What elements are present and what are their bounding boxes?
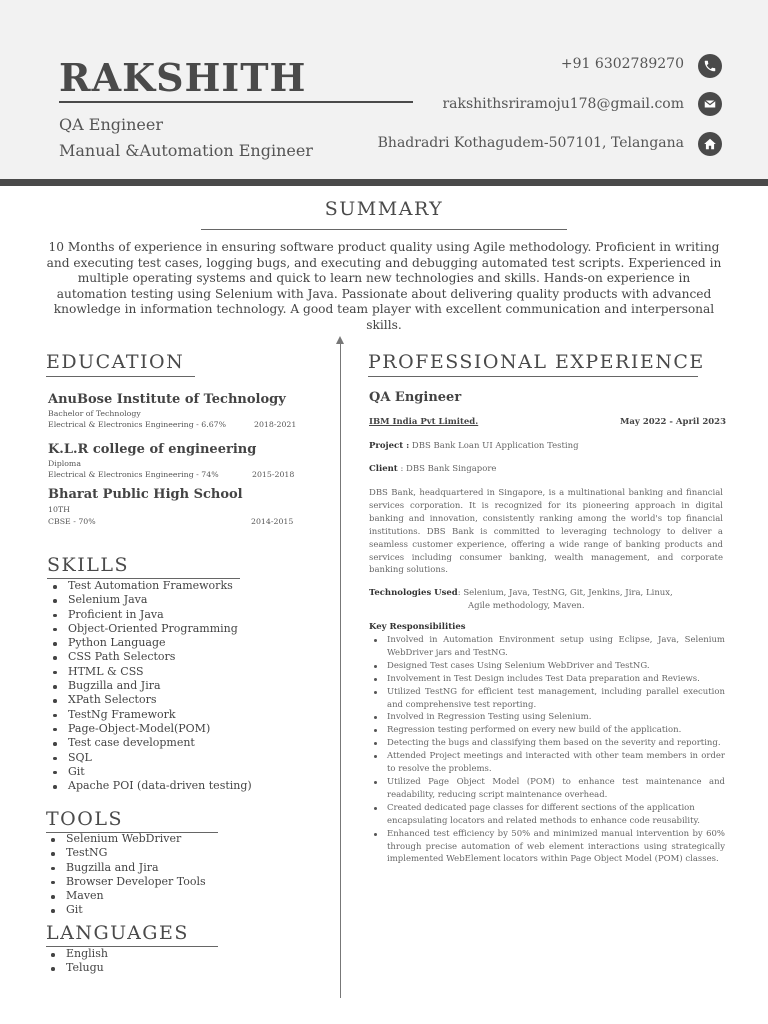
responsibilities-list <box>369 634 725 866</box>
list-item: XPath Selectors <box>48 693 252 707</box>
list-item: Telugu <box>46 961 108 975</box>
list-item: Git <box>48 765 252 779</box>
list-item: Involved in Regression Testing using Selenium. <box>369 711 725 724</box>
list-item: CSS Path Selectors <box>48 650 252 664</box>
phone-number[interactable]: +91 6302789270 <box>560 56 684 72</box>
education-detail: Electrical & Electronics Engineering - 6.67% <box>48 420 227 429</box>
client-label: Client <box>369 464 398 474</box>
summary-underline <box>201 229 567 230</box>
list-item: Regression testing performed on every new build of the application. <box>369 724 725 737</box>
education-underline <box>46 376 195 377</box>
list-item: Test Automation Frameworks <box>48 579 252 593</box>
address: Bhadradri Kothagudem-507101, Telangana <box>377 135 684 151</box>
experience-underline <box>368 376 698 377</box>
job-title: QA Engineer <box>369 390 462 405</box>
responsibilities-heading: Key Responsibilities <box>369 622 466 632</box>
client-value: : DBS Bank Singapore <box>397 464 497 474</box>
experience-heading: PROFESSIONAL EXPERIENCE <box>368 351 705 373</box>
list-item-continuation: encapsulating locators and related methods to enhance code reusability. <box>387 815 700 826</box>
list-item: Python Language <box>48 636 252 650</box>
summary-heading: SUMMARY <box>324 198 444 220</box>
list-item: Object-Oriented Programming <box>48 622 252 636</box>
technologies-value-cont: Agile methodology, Maven. <box>468 601 585 611</box>
company-name: IBM India Pvt Limited. <box>369 417 479 427</box>
tools-heading: TOOLS <box>46 808 123 830</box>
company-description: DBS Bank, headquartered in Singapore, is a multinational banking and financial services corporation. It is recognized for its pioneering approach in digital banking and innovation, consistently ranking among the world's top financial institutions. DBS Bank is committed to leveraging technology to deliver a seamless customer experience, offering a wide range of banking products and services including consumer banking, wealth management, and corporate banking solutions. <box>369 488 723 576</box>
list-item: Page-Object-Model(POM) <box>48 722 252 736</box>
email-icon <box>698 92 722 116</box>
list-item: Detecting the bugs and classifying them based on the severity and reporting. <box>369 737 725 750</box>
list-item: Selenium Java <box>48 593 252 607</box>
list-item: Proficient in Java <box>48 608 252 622</box>
project-value: DBS Bank Loan UI Application Testing <box>409 441 579 451</box>
education-heading: EDUCATION <box>46 351 185 373</box>
skills-list <box>48 579 252 793</box>
email-address[interactable]: rakshithsriramoju178@gmail.com <box>442 96 684 112</box>
list-item: Involved in Automation Environment setup using Eclipse, Java, Selenium WebDriver jars and TestNG. <box>369 634 725 660</box>
list-item: Browser Developer Tools <box>46 875 206 889</box>
column-divider <box>340 342 341 998</box>
list-item: HTML & CSS <box>48 665 252 679</box>
list-item: Involvement in Test Design includes Test Data preparation and Reviews. <box>369 673 725 686</box>
list-item: Enhanced test efficiency by 50% and minimized manual intervention by 60% through precise automation of web element interactions using strategically implemented WebElement locators within Page Object Model (POM) classes. <box>369 828 725 867</box>
list-item: Git <box>46 903 206 917</box>
list-item: Created dedicated page classes for different sections of the application <box>369 802 725 815</box>
technologies-label: Technologies Used <box>369 588 458 598</box>
list-item: Bugzilla and Jira <box>46 861 206 875</box>
phone-icon <box>698 54 722 78</box>
skills-heading: SKILLS <box>47 554 129 576</box>
list-item: Bugzilla and Jira <box>48 679 252 693</box>
list-item: Designed Test cases Using Selenium WebDriver and TestNG. <box>369 660 725 673</box>
education-detail: CBSE - 70% <box>48 517 96 526</box>
education-years: 2014-2015 <box>251 517 294 526</box>
languages-list <box>46 947 108 976</box>
education-detail: Electrical & Electronics Engineering - 74% <box>48 470 219 479</box>
list-item: English <box>46 947 108 961</box>
summary-text: 10 Months of experience in ensuring software product quality using Agile methodology. Proficient in writing and executing test cases, logging bugs, and executing and debugging automated test scripts. Experienced in multiple operating systems and quick to learn new technologies and skills. Hands-on experience in automation testing using Selenium with Java. Passionate about delivering quality products with advanced knowledge in information technology. A good team player with excellent communication and interpersonal skills. <box>46 240 722 332</box>
education-school: Bharat Public High School <box>48 487 243 502</box>
divider-arrow-icon <box>336 336 344 344</box>
technologies-value: : Selenium, Java, TestNG, Git, Jenkins, Jira, Linux, <box>457 588 673 598</box>
list-item: Utilized Page Object Model (POM) to enhance test maintenance and readability, reducing script maintenance overhead. <box>369 776 725 802</box>
candidate-name: RAKSHITH <box>59 55 307 100</box>
list-item: Selenium WebDriver <box>46 832 206 846</box>
list-item: Attended Project meetings and interacted with other team members in order to resolve the problems. <box>369 750 725 776</box>
client-line <box>369 464 496 474</box>
education-years: 2018-2021 <box>254 420 297 429</box>
education-years: 2015-2018 <box>252 470 295 479</box>
tools-list <box>46 832 206 918</box>
home-icon <box>698 132 722 156</box>
header-divider-bar <box>0 179 768 186</box>
role-title: QA Engineer <box>59 115 163 134</box>
education-degree: 10TH <box>48 505 70 514</box>
project-label: Project : <box>369 441 410 451</box>
list-item: TestNG <box>46 846 206 860</box>
list-item: Apache POI (data-driven testing) <box>48 779 252 793</box>
education-school: K.L.R college of engineering <box>48 442 257 457</box>
education-school: AnuBose Institute of Technology <box>48 392 286 407</box>
list-item: SQL <box>48 751 252 765</box>
education-degree: Bachelor of Technology <box>48 409 141 418</box>
list-item: TestNg Framework <box>48 708 252 722</box>
list-item: Test case development <box>48 736 252 750</box>
languages-heading: LANGUAGES <box>46 922 189 944</box>
role-subtitle: Manual &Automation Engineer <box>59 141 313 160</box>
technologies-line <box>369 588 673 598</box>
project-line <box>369 441 579 451</box>
education-degree: Diploma <box>48 459 81 468</box>
list-item: Utilized TestNG for efficient test management, including parallel execution and comprehensive test reporting. <box>369 686 725 712</box>
list-item: Maven <box>46 889 206 903</box>
job-dates: May 2022 - April 2023 <box>620 417 727 427</box>
name-underline <box>59 101 413 103</box>
